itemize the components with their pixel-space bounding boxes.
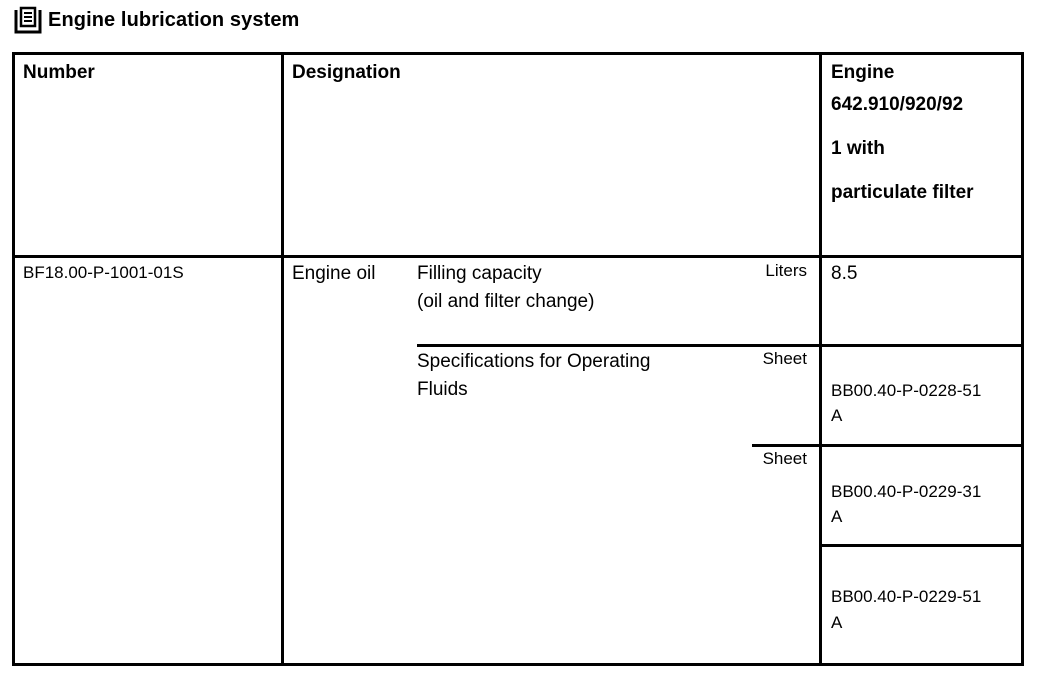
item-specifications-line2: Fluids — [417, 379, 468, 400]
item-sheet-2-value-line1: BB00.40-P-0229-31 — [831, 482, 982, 501]
item-specifications-value-line2: A — [831, 406, 843, 425]
data-table — [12, 52, 1024, 666]
item-specifications-value-line1: BB00.40-P-0228-51 — [831, 381, 982, 400]
row-designation: Engine oil — [292, 263, 376, 284]
item-specifications-line1: Specifications for Operating — [417, 351, 651, 372]
header-number: Number — [23, 62, 95, 83]
item-specifications-unit: Sheet — [762, 349, 807, 368]
header-engine-line4: particulate filter — [831, 182, 974, 203]
item-filling-capacity-line2: (oil and filter change) — [417, 291, 595, 312]
row-divider-2 — [752, 444, 1021, 447]
header-engine-line1: Engine — [831, 62, 895, 83]
item-filling-capacity-unit: Liters — [765, 261, 807, 280]
page-title: Engine lubrication system — [48, 8, 300, 31]
row-divider-1 — [417, 344, 1021, 347]
col-divider-engine — [819, 55, 822, 663]
col-divider-number — [281, 55, 284, 663]
item-sheet-3-value-line1: BB00.40-P-0229-51 — [831, 587, 982, 606]
manual-icon — [13, 6, 43, 34]
item-filling-capacity-value: 8.5 — [831, 263, 858, 284]
row-divider-3 — [819, 544, 1021, 547]
item-sheet-2-unit: Sheet — [762, 449, 807, 468]
item-filling-capacity-line1: Filling capacity — [417, 263, 542, 284]
section-title — [13, 4, 299, 36]
item-sheet-3-value-line2: A — [831, 613, 843, 632]
row-number: BF18.00-P-1001-01S — [23, 263, 184, 282]
item-sheet-2-value-line2: A — [831, 507, 843, 526]
header-engine-line2: 642.910/920/92 — [831, 94, 964, 115]
header-divider — [15, 255, 1021, 258]
header-designation: Designation — [292, 62, 401, 83]
header-engine-line3: 1 with — [831, 138, 885, 159]
